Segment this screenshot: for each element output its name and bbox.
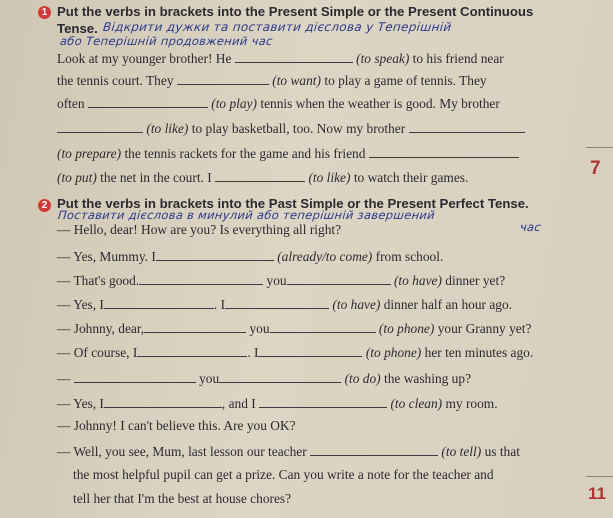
exercise-2-number: 2 [38,199,51,212]
ex2-line-7: — you (to do) the washing up? [57,371,472,386]
ex1-line-5: (to prepare) the tennis rackets for the game and his friend [57,145,519,162]
answer-blank[interactable] [219,370,341,383]
exercise-1-score: 7 [590,158,601,179]
ex2-line-5: — Johnny, dear, you (to phone) your Granny yet? [57,321,532,336]
answer-blank[interactable] [177,72,269,85]
ex2-line-10: — Well, you see, Mum, last lesson our teacher (to tell) us that [57,444,520,459]
ex1-line-3: often (to play) tennis when the weather is good. My brother [57,96,500,111]
ex2-line-8: — Yes, I , and I (to clean) my room. [57,396,498,411]
exercise-1-title: Put the verbs in brackets into the Present Simple or the Present Continuous [57,4,534,19]
ex2-line-12: tell her that I'm the best at house chores? [73,491,292,506]
answer-blank[interactable] [270,320,376,333]
ex2-line-3: — That's good. you (to have) dinner yet? [57,273,506,288]
ex2-line-2: — Yes, Mummy. I (already/to come) from school. [57,249,444,264]
exercise-1-number: 1 [38,6,51,19]
answer-blank[interactable] [259,395,387,408]
ex2-line-6: — Of course, I . I (to phone) her ten minutes ago. [57,345,534,360]
handwritten-note-2: або Теперішній продовжений час [59,34,274,48]
handwritten-note-3: Поставити дієслова в минулий або теперішній завершений [57,208,436,222]
ex2-line-11: the most helpful pupil can get a prize. Can you write a note for the teacher and [73,467,494,482]
handwritten-note-4: час [519,220,542,234]
score-divider [586,147,613,148]
ex1-line-2: the tennis court. They (to want) to play a game of tennis. They [57,73,487,88]
exercise-1-title-cont: Tense. [57,21,98,36]
answer-blank[interactable] [409,120,525,133]
answer-blank[interactable] [310,443,438,456]
score-divider [586,476,613,477]
ex2-line-9: — Johnny! I can't believe this. Are you OK? [57,418,296,433]
answer-blank[interactable] [74,370,196,383]
answer-blank[interactable] [156,248,274,261]
answer-blank[interactable] [235,50,353,63]
answer-blank[interactable] [88,95,208,108]
answer-blank[interactable] [104,296,214,309]
exercise-2-title: Put the verbs in brackets into the Past Simple or the Present Perfect Tense. [57,196,529,211]
answer-blank[interactable] [287,272,391,285]
answer-blank[interactable] [258,344,362,357]
ex1-line-6: (to put) the net in the court. I (to like) to watch their games. [57,170,469,185]
answer-blank[interactable] [225,296,329,309]
answer-blank[interactable] [104,395,222,408]
answer-blank[interactable] [57,120,143,133]
answer-blank[interactable] [139,272,263,285]
answer-blank[interactable] [137,344,247,357]
handwritten-note-1: Відкрити дужки та поставити дієслова у Теперішній [102,20,453,34]
answer-blank[interactable] [215,169,305,182]
ex2-line-1: — Hello, dear! How are you? Is everything all right? [57,222,342,237]
ex1-line-1: Look at my younger brother! He (to speak) to his friend near [57,51,504,66]
ex2-line-4: — Yes, I . I (to have) dinner half an hour ago. [57,297,513,312]
ex1-line-4: (to like) to play basketball, too. Now my brother [57,120,525,137]
answer-blank[interactable] [144,320,246,333]
exercise-2-score: 11 [588,484,606,503]
answer-blank[interactable] [369,145,519,158]
